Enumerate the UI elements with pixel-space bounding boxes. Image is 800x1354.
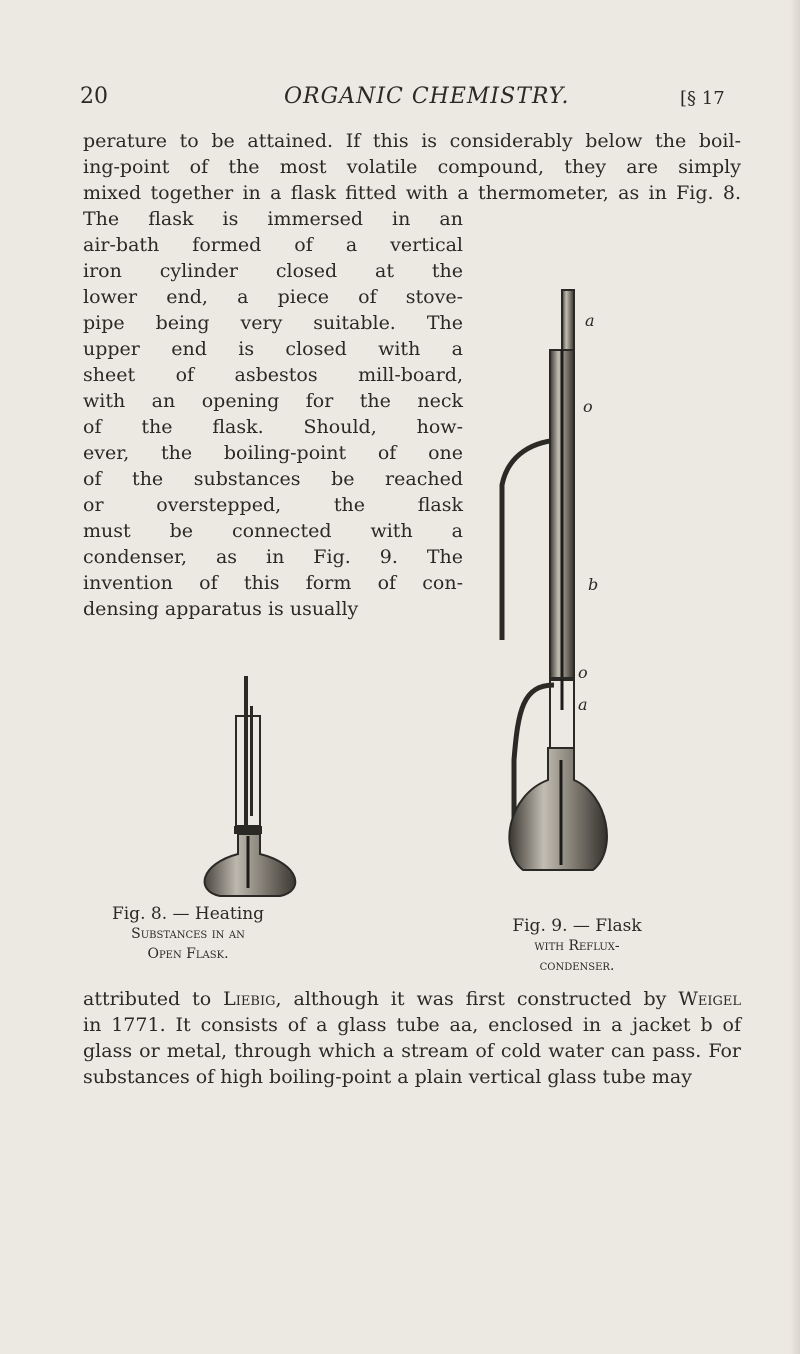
text-fragment: , although it was first constructed by xyxy=(275,988,679,1010)
caption-line: Substances in an xyxy=(131,926,245,942)
text-line: glass or metal, through which a stream of cold water can pass. For xyxy=(83,1040,741,1062)
text-line: mixed together in a flask fitted with a thermometer, as in Fig. 8. xyxy=(83,182,741,204)
section-marker: [§ 17 xyxy=(680,88,725,109)
text-line: sheet of asbestos mill-board, xyxy=(83,364,463,386)
figure-9-reflux-condenser-illustration xyxy=(478,290,608,910)
author-name-liebig: Liebig xyxy=(223,988,276,1010)
figure-9-caption xyxy=(462,916,692,976)
label-a-bottom: a xyxy=(578,695,588,714)
author-name-weigel: Weigel xyxy=(678,988,741,1010)
text-line: ing-point of the most volatile compound, they are simply xyxy=(83,156,741,178)
caption-line: condenser. xyxy=(539,958,615,974)
figure-8-flask-illustration xyxy=(180,676,320,896)
page-edge-shadow xyxy=(790,0,800,1354)
text-line: perature to be attained. If this is considerably below the boil- xyxy=(83,130,741,152)
label-b: b xyxy=(588,575,599,594)
text-line: of the flask. Should, how- xyxy=(83,416,463,438)
text-line: with an opening for the neck xyxy=(83,390,463,412)
text-line: of the substances be reached xyxy=(83,468,463,490)
label-o-bottom: o xyxy=(578,663,588,682)
text-line: air-bath formed of a vertical xyxy=(83,234,463,256)
text-line: must be connected with a xyxy=(83,520,463,542)
label-a-top: a xyxy=(585,311,595,330)
text-line: lower end, a piece of stove- xyxy=(83,286,463,308)
caption-line: with Reflux- xyxy=(534,938,620,954)
text-line: invention of this form of con- xyxy=(83,572,463,594)
text-line xyxy=(83,986,741,1012)
text-line: in 1771. It consists of a glass tube aa, enclosed in a jacket b of xyxy=(83,1014,741,1036)
text-line: substances of high boiling-point a plain vertical glass tube may xyxy=(83,1066,692,1088)
text-line: densing apparatus is usually xyxy=(83,598,359,620)
text-line: ever, the boiling-point of one xyxy=(83,442,463,464)
text-line: or overstepped, the flask xyxy=(83,494,463,516)
text-line: condenser, as in Fig. 9. The xyxy=(83,546,463,568)
text-line: upper end is closed with a xyxy=(83,338,463,360)
running-title: ORGANIC CHEMISTRY. xyxy=(284,84,570,109)
figure-8-caption xyxy=(73,904,303,964)
page-number: 20 xyxy=(80,84,108,109)
caption-line: Fig. 9. — Flask xyxy=(512,916,642,936)
text-line: The flask is immersed in an xyxy=(83,208,463,230)
text-line: iron cylinder closed at the xyxy=(83,260,463,282)
caption-line: Open Flask. xyxy=(147,946,229,962)
text-fragment: attributed to xyxy=(83,988,224,1010)
label-o-top: o xyxy=(583,397,593,416)
caption-line: Fig. 8. — Heating xyxy=(111,904,265,924)
text-line: pipe being very suitable. The xyxy=(83,312,463,334)
